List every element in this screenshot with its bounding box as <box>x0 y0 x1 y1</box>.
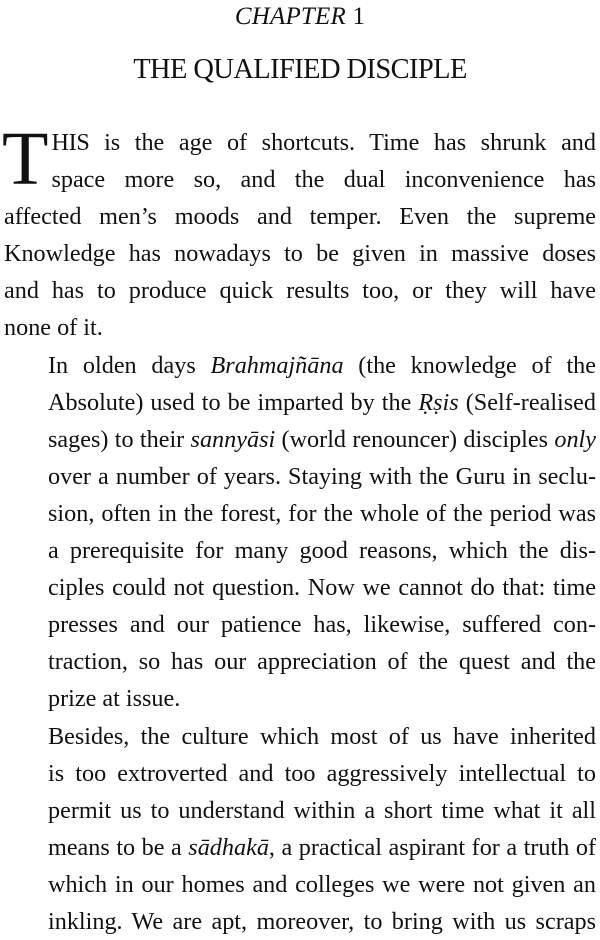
paragraph-3 <box>4 718 596 940</box>
text-line: Absolute) used to be imparted by the Ṛṣis (Self-realised <box>4 384 596 421</box>
text-line: space more so, and the dual inconvenience has <box>4 161 596 198</box>
paragraph-1 <box>4 124 596 347</box>
text-line: Knowledge has nowadays to be given in massive doses <box>4 235 596 272</box>
emphasis-only: only <box>554 426 596 453</box>
text-line: none of it. <box>4 309 596 346</box>
chapter-word: CHAPTER <box>235 3 346 30</box>
paragraph-2 <box>4 347 596 718</box>
text-line: means to be a sādhakā, a practical aspirant for a truth of <box>4 829 596 866</box>
text-line: inkling. We are apt, moreover, to bring with us scraps <box>4 903 596 940</box>
text-line: and has to produce quick results too, or they will have <box>4 272 596 309</box>
chapter-number: 1 <box>352 3 365 30</box>
text-line: sion, often in the forest, for the whole of the period was <box>4 495 596 532</box>
chapter-label <box>0 2 600 32</box>
term-brahmajnana: Brahmajñāna <box>211 352 344 379</box>
text-line: sages) to their sannyāsi (world renouncer) disciples only <box>4 421 596 458</box>
chapter-title: THE QUALIFIED DISCIPLE <box>0 53 600 87</box>
text-line: presses and our patience has, likewise, suffered con- <box>4 606 596 643</box>
body-text <box>4 124 596 940</box>
text-line: prize at issue. <box>4 680 596 717</box>
text-line: Besides, the culture which most of us have inherited <box>4 718 596 755</box>
text-line: is too extroverted and too aggressively intellectual to <box>4 755 596 792</box>
text-line: In olden days Brahmajñāna (the knowledge of the <box>4 347 596 384</box>
lead-word: HIS <box>51 129 89 156</box>
text-line: permit us to understand within a short time what it all <box>4 792 596 829</box>
term-rsis: Ṛṣis <box>418 389 458 416</box>
text-line: which in our homes and colleges we were not given an <box>4 866 596 903</box>
text-line: over a number of years. Staying with the Guru in seclu- <box>4 458 596 495</box>
text-line: affected men’s moods and temper. Even the supreme <box>4 198 596 235</box>
text-line: HIS is the age of shortcuts. Time has shrunk and <box>4 124 596 161</box>
text-line: a prerequisite for many good reasons, which the dis- <box>4 532 596 569</box>
text-line: ciples could not question. Now we cannot do that: time <box>4 569 596 606</box>
term-sadhaka: sādhakā <box>188 834 269 861</box>
term-sannyasi: sannyāsi <box>191 426 276 453</box>
text-line: traction, so has our appreciation of the quest and the <box>4 643 596 680</box>
drop-cap: T <box>2 130 48 194</box>
